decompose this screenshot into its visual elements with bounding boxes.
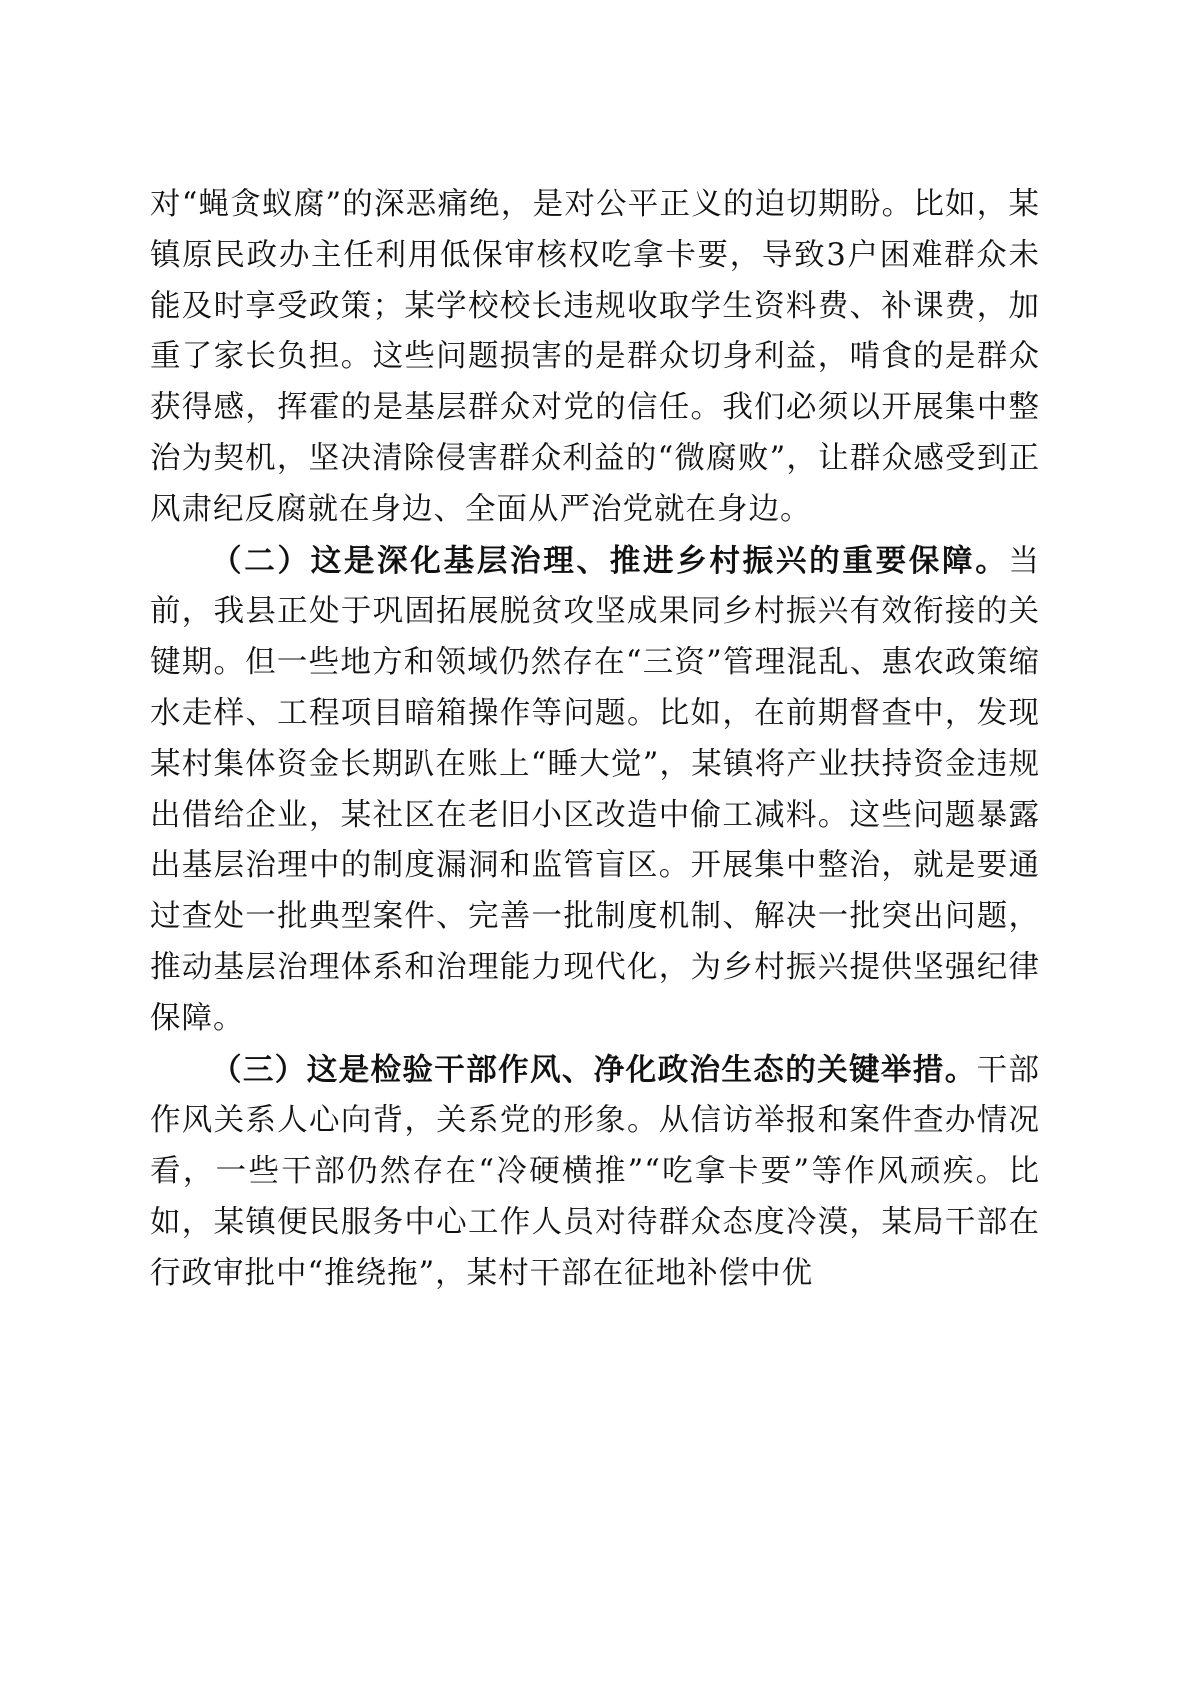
paragraph-text: 当前，我县正处于巩固拓展脱贫攻坚成果同乡村振兴有效衔接的关键期。但一些地方和领域仍然存在“三资”管理混乱、惠农政策缩水走样、工程项目暗箱操作等问题。比如，在前期督查中，发现某村集体资金长期趴在账上“睡大觉”，某镇将产业扶持资金违规出借给企业，某社区在老旧小区改造中偷工减料。这些问题暴露出基层治理中的制度漏洞和监管盲区。开展集中整治，就是要通过查处一批典型案件、完善一批制度机制、解决一批突出问题，推动基层治理体系和治理能力现代化，为乡村振兴提供坚强纪律保障。 [150,543,1040,1036]
paragraph-section-3 [150,1045,1040,1300]
document-page [150,180,1040,1300]
paragraph-text: 对“蝇贪蚁腐”的深恶痛绝，是对公平正义的迫切期盼。比如，某镇原民政办主任利用低保审核权吃拿卡要，导致3户困难群众未能及时享受政策；某学校校长违规收取学生资料费、补课费，加重了家长负担。这些问题损害的是群众切身利益，啃食的是群众获得感，挥霍的是基层群众对党的信任。我们必须以开展集中整治为契机，坚决清除侵害群众利益的“微腐败”，让群众感受到正风肃纪反腐就在身边、全面从严治党就在身边。 [150,187,1040,527]
section-heading: （三）这是检验干部作风、净化政治生态的关键举措。 [211,1051,977,1088]
paragraph-continued [150,180,1040,536]
paragraph-text: 干部作风关系人心向背，关系党的形象。从信访举报和案件查办情况看，一些干部仍然存在“冷硬横推”“吃拿卡要”等作风顽疾。比如，某镇便民服务中心工作人员对待群众态度冷漠，某局干部在行政审批中“推绕拖”，某村干部在征地补偿中优 [150,1052,1041,1291]
paragraph-section-2 [150,536,1040,1045]
section-heading: （二）这是深化基层治理、推进乡村振兴的重要保障。 [211,542,1009,579]
